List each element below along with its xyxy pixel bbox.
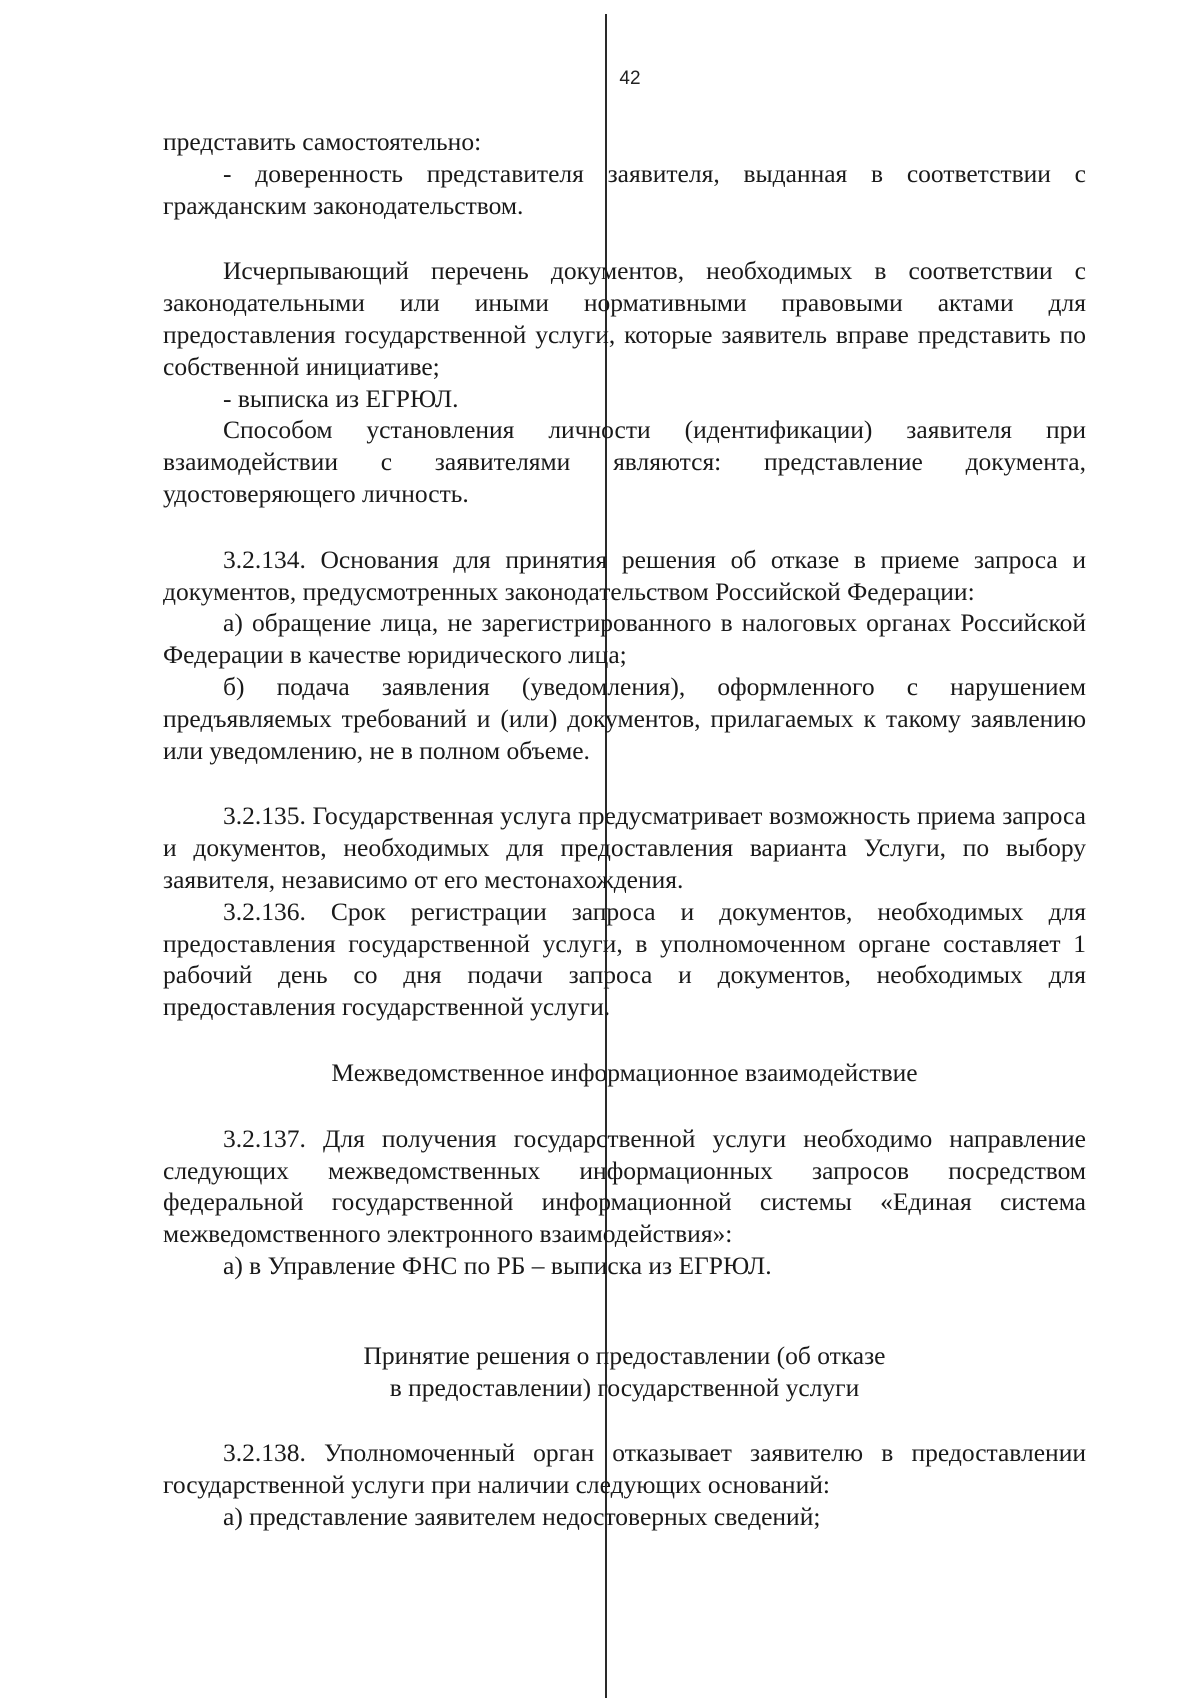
paragraph: представить самостоятельно: xyxy=(163,127,482,156)
section-heading-line: в предоставлении) государственной услуги xyxy=(389,1372,860,1402)
paragraph: 3.2.135. Государственная услуга предусматривает возможность приема запроса и документов, необходимых для предоставления варианта Услуги, по выбору заявителя, независимо от его местонахождения. xyxy=(163,801,1086,894)
paragraph: - доверенность представителя заявителя, выданная в соответствии с гражданским законодательством. xyxy=(163,158,1086,220)
paragraph: 3.2.134. Основания для принятия решения об отказе в приеме запроса и документов, предусмотренных законодательством Российской Федерации: xyxy=(163,544,1086,606)
paragraph: а) обращение лица, не зарегистрированного в налоговых органах Российской Федерации в качестве юридического лица; xyxy=(163,608,1086,670)
document-body xyxy=(163,126,1086,1533)
paragraph: 3.2.137. Для получения государственной услуги необходимо направление следующих межведомственных информационных запросов посредством федеральной государственной информационной системы «Единая система межведомственного электронного взаимодействия»: xyxy=(163,1123,1086,1249)
spacer xyxy=(163,1023,1086,1057)
spacer xyxy=(163,221,1086,255)
page-number: 42 xyxy=(619,68,641,89)
paragraph: б) подача заявления (уведомления), оформленного с нарушением предъявляемых требований и (или) документов, прилагаемых к такому заявлению или уведомлению, не в полном объеме. xyxy=(163,671,1086,765)
paragraph: 3.2.136. Срок регистрации запроса и документов, необходимых для предоставления государственной услуги, в уполномоченном органе составляет 1 рабочий день со дня подачи запроса и документов, необходимых для предоставления государственной услуги. xyxy=(163,896,1086,1022)
paragraph: а) в Управление ФНС по РБ – выписка из ЕГРЮЛ. xyxy=(223,1250,772,1280)
section-heading: Межведомственное информационное взаимодействие xyxy=(331,1057,918,1087)
spacer xyxy=(163,766,1086,800)
spacer xyxy=(163,510,1086,544)
section-heading xyxy=(163,1340,1086,1404)
section-heading-line: Принятие решения о предоставлении (об отказе xyxy=(363,1340,886,1370)
paragraph: - выписка из ЕГРЮЛ. xyxy=(223,383,459,413)
paragraph: 3.2.138. Уполномоченный орган отказывает заявителю в предоставлении государственной услуги при наличии следующих оснований: xyxy=(163,1438,1086,1500)
spacer xyxy=(163,1282,1086,1340)
paragraph: а) представление заявителем недостоверных сведений; xyxy=(223,1501,821,1531)
paragraph: Исчерпывающий перечень документов, необходимых в соответствии с законодательными или иными нормативными правовыми актами для предоставления государственной услуги, которые заявитель вправе представить по собственной инициативе; xyxy=(163,256,1086,381)
spacer xyxy=(163,1089,1086,1123)
paragraph: Способом установления личности (идентификации) заявителя при взаимодействии с заявителями являются: представление документа, удостоверяющего личность. xyxy=(163,415,1086,508)
spacer xyxy=(163,1403,1086,1437)
